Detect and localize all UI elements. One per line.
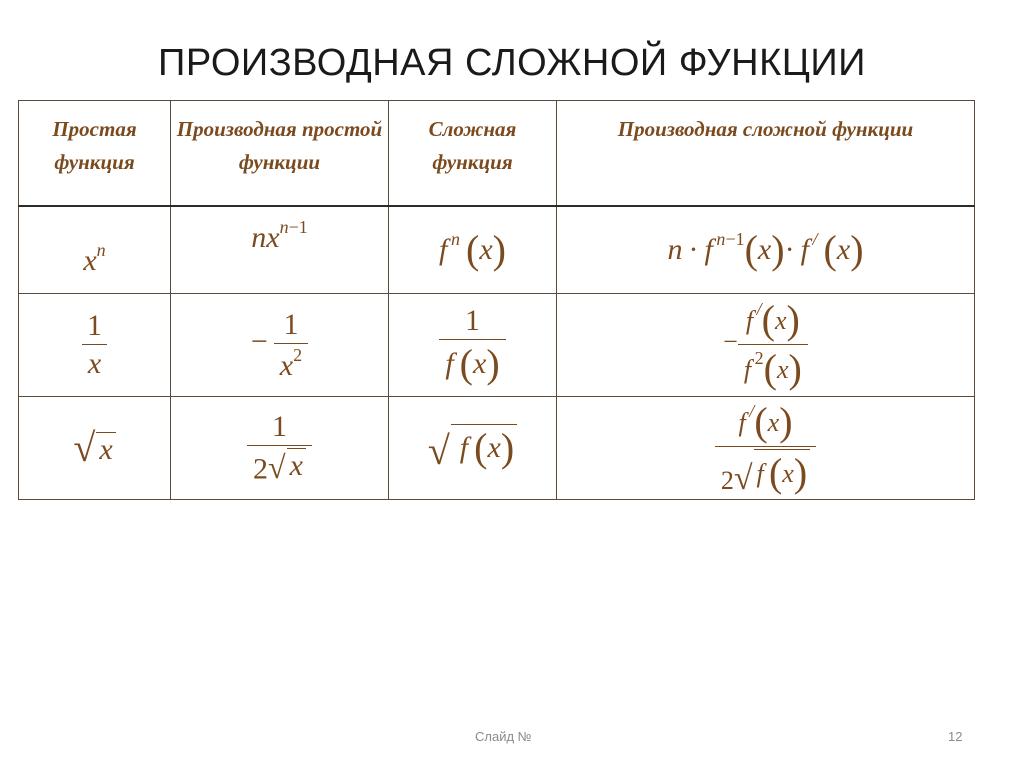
cell-reciprocal-composite-derivative xyxy=(557,293,975,396)
formula: $\frac{1}{x}$ xyxy=(81,309,108,380)
table-header-row xyxy=(19,101,975,206)
cell-power-composite-derivative xyxy=(557,206,975,294)
formula: $\frac{1}{f (x)}$ xyxy=(439,304,505,386)
formula: f $^n$ (x) xyxy=(439,227,506,272)
header-composite-function: Сложная функция xyxy=(389,101,557,206)
formula: √ f (x) xyxy=(428,424,517,471)
table-row xyxy=(19,396,975,499)
formula: $x^n$ xyxy=(83,239,106,277)
cell-sqrt-derivative xyxy=(171,396,389,499)
cell-sqrt-composite xyxy=(389,396,557,499)
cell-reciprocal-composite xyxy=(389,293,557,396)
header-simple-derivative: Производная простой функции xyxy=(171,101,389,206)
cell-power-function xyxy=(19,206,171,294)
formula: − $\frac{f ^/(x)}{f ^2(x)}$ xyxy=(723,327,808,356)
slide-footer-label: Слайд № xyxy=(475,729,532,744)
cell-reciprocal-derivative xyxy=(171,293,389,396)
table-row xyxy=(19,293,975,396)
formula: √ x xyxy=(73,428,115,468)
cell-sqrt-function xyxy=(19,396,171,499)
cell-reciprocal-function xyxy=(19,293,171,396)
slide-page-number: 12 xyxy=(948,729,963,744)
formula: $nx^{n-1}$ xyxy=(251,216,308,254)
formula: − $\frac{1}{x^2}$ xyxy=(251,325,308,358)
header-composite-derivative: Производная сложной функции xyxy=(557,101,975,206)
header-simple-function: Простая функция xyxy=(19,101,171,206)
cell-power-derivative xyxy=(171,206,389,294)
derivatives-table xyxy=(18,100,975,500)
formula: 1 2 √ x xyxy=(247,410,312,486)
table-row xyxy=(19,206,975,294)
cell-sqrt-composite-derivative xyxy=(557,396,975,499)
formula: n · f $^{n-1}$(x)· f / (x) xyxy=(667,227,864,272)
formula: f /(x) 2 √ f (x) xyxy=(715,400,816,496)
cell-power-composite xyxy=(389,206,557,294)
page-title: ПРОИЗВОДНАЯ СЛОЖНОЙ ФУНКЦИИ xyxy=(158,42,866,84)
